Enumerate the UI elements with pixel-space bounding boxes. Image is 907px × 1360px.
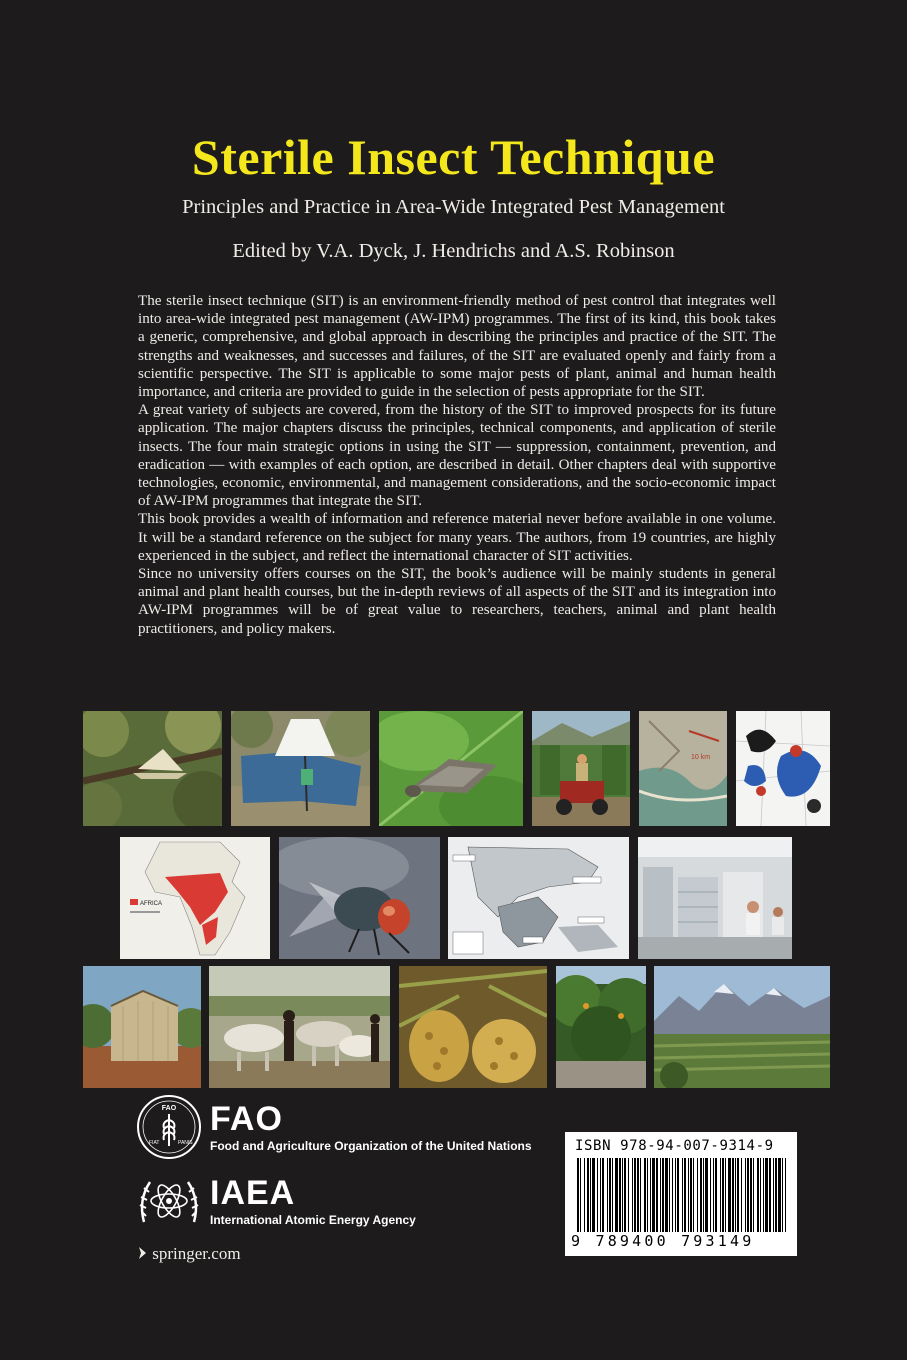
barcode-bar [722,1158,724,1232]
barcode-bar [615,1158,618,1232]
barcode-bar [705,1158,708,1232]
fao-seal-icon [136,1094,202,1160]
photo-valley-vineyards [654,966,830,1088]
barcode-bar [619,1158,621,1232]
photo-date-palm-fruit [399,966,547,1088]
barcode-bar [690,1158,692,1232]
photo-laboratory [638,837,792,959]
map-scale-label: 10 km [691,754,711,761]
barcode-bar [763,1158,764,1232]
barcode-bar [675,1158,676,1232]
blurb-paragraph: Since no university offers courses on the SIT, the book’s audience will be mainly students in general animal and plant health courses, but the in-depth reviews of all aspects of the SIT and its integration into AW-IPM programmes will be of great value to researchers, teachers, animal and plant health practitioners, and policy makers. [138,566,776,637]
barcode-bar [634,1158,636,1232]
barcode-bar [778,1158,781,1232]
chevron-right-icon [138,1245,148,1259]
barcode-bar [765,1158,768,1232]
photo-trap-in-tree [83,711,222,826]
iaea-logo [136,1170,416,1232]
barcode-bar [677,1158,679,1232]
barcode-bar [710,1158,711,1232]
barcode-bar [720,1158,721,1232]
barcode-bar [745,1158,746,1232]
photo-citrus-grove [556,966,646,1088]
barcode-bar [624,1158,626,1232]
photo-moth-on-leaf [379,711,523,826]
book-title: Sterile Insect Technique [191,129,716,185]
barcode-bar [662,1158,664,1232]
barcode-bar [769,1158,771,1232]
barcode-bar [665,1158,668,1232]
barcode-bar [697,1158,698,1232]
barcode-bar [672,1158,673,1232]
photo-distribution-map [736,711,830,826]
photo-cattle-herders [209,966,390,1088]
barcode-bar [741,1158,742,1232]
barcode-bar [644,1158,646,1232]
barcode-bar [782,1158,783,1232]
africa-map-label: AFRICA [140,901,163,907]
barcode-bar [715,1158,717,1232]
barcode-bar [656,1158,658,1232]
springer-url: springer.com [152,1244,241,1263]
iaea-full-name: International Atomic Energy Agency [210,1212,416,1227]
barcode-bar [622,1158,623,1232]
barcode-bar [650,1158,651,1232]
book-subtitle: Principles and Practice in Area-Wide Integrated Pest Management [182,196,725,218]
barcode-bar [597,1158,598,1232]
blurb-paragraph: A great variety of subjects are covered, from the history of the SIT to improved prospects for its future application. The major chapters discuss the principles, technical components, and application of sterile insects. The four main strategic options in using the SIT — suppression, containment, prevention, and eradication — with examples of each option, are described in detail. Other chapters deal with supportive technologies, economic, environmental, and management considerations, and the socio-economic impact of AW-IPM programmes that integrate the SIT. [138,402,776,510]
barcode-bar [682,1158,683,1232]
barcode-bar [747,1158,749,1232]
barcode-bar [669,1158,670,1232]
photo-africa-map [120,837,270,959]
barcode-bar [607,1158,608,1232]
barcode-bar [753,1158,754,1232]
svg-text:PANIS: PANIS [178,1140,193,1146]
barcode-bar [600,1158,601,1232]
barcode-bar [785,1158,786,1232]
barcode-bar [602,1158,604,1232]
photo-screen-house [83,966,201,1088]
svg-text:FIAT: FIAT [149,1140,160,1146]
barcode-bar [725,1158,726,1232]
barcode-bar [775,1158,777,1232]
iaea-abbreviation: IAEA [210,1173,296,1212]
blurb [138,292,776,638]
barcode-bar [640,1158,641,1232]
fao-abbreviation: FAO [210,1099,283,1138]
barcode-bar [587,1158,589,1232]
photo-satellite-map [639,711,727,826]
barcode-bar [750,1158,752,1232]
barcode-bar [684,1158,686,1232]
barcode-bar [700,1158,702,1232]
barcode-bar [713,1158,714,1232]
barcode-bar [732,1158,734,1232]
springer-link[interactable] [138,1244,241,1264]
barcode-bar [592,1158,595,1232]
barcode-bar [688,1158,689,1232]
barcode-digits: 9 789400 793149 [571,1232,755,1250]
barcode-bar [757,1158,759,1232]
photo-screwworm-fly [279,837,440,959]
barcode-bar [632,1158,633,1232]
barcode-bar [773,1158,774,1232]
barcode-bar [760,1158,761,1232]
barcode-bar [703,1158,704,1232]
editors-line: Edited by V.A. Dyck, J. Hendrichs and A.S. Robinson [232,240,675,262]
barcode-bar [737,1158,739,1232]
fao-logo [136,1094,532,1160]
fao-full-name: Food and Agriculture Organization of the United Nations [210,1138,532,1153]
barcode-bar [652,1158,655,1232]
barcode-bar [577,1158,579,1232]
blurb-paragraph: This book provides a wealth of information and reference material never before available in one volume. It will be a standard reference on the subject for many years. The authors, from 19 countries, are highly experienced in the subject, and reflect the international character of SIT activities. [138,511,776,564]
barcode-bar [693,1158,694,1232]
barcode-bar [584,1158,585,1232]
barcode-bar [590,1158,591,1232]
svg-text:FAO: FAO [161,1105,177,1112]
barcode-bar [728,1158,731,1232]
barcode-bar [609,1158,611,1232]
isbn-barcode [565,1132,797,1256]
barcode-bars [575,1158,789,1232]
barcode-bar [628,1158,629,1232]
iaea-emblem-icon [136,1170,202,1232]
isbn-label: ISBN 978-94-007-9314-9 [575,1138,774,1154]
photo-orchard-vehicle [532,711,630,826]
blurb-paragraph: The sterile insect technique (SIT) is an environment-friendly method of pest control that integrates well into area-wide integrated pest management (AW-IPM) programmes. The first of its kind, this book takes a generic, comprehensive, and global approach in describing the principles and practice of the SIT. The strengths and weaknesses, and successes and failures, of the SIT are evaluated openly and fairly from a scientific perspective. The SIT is applicable to some major pests of plant, animal and human health importance, and criteria are provided to guide in the selection of pests appropriate for the SIT. [138,293,776,401]
barcode-bar [647,1158,648,1232]
barcode-bar [580,1158,581,1232]
photo-tent-trap [231,711,370,826]
barcode-bar [637,1158,639,1232]
photo-eradication-map [448,837,629,959]
barcode-bar [660,1158,661,1232]
barcode-bar [735,1158,736,1232]
barcode-bar [612,1158,613,1232]
